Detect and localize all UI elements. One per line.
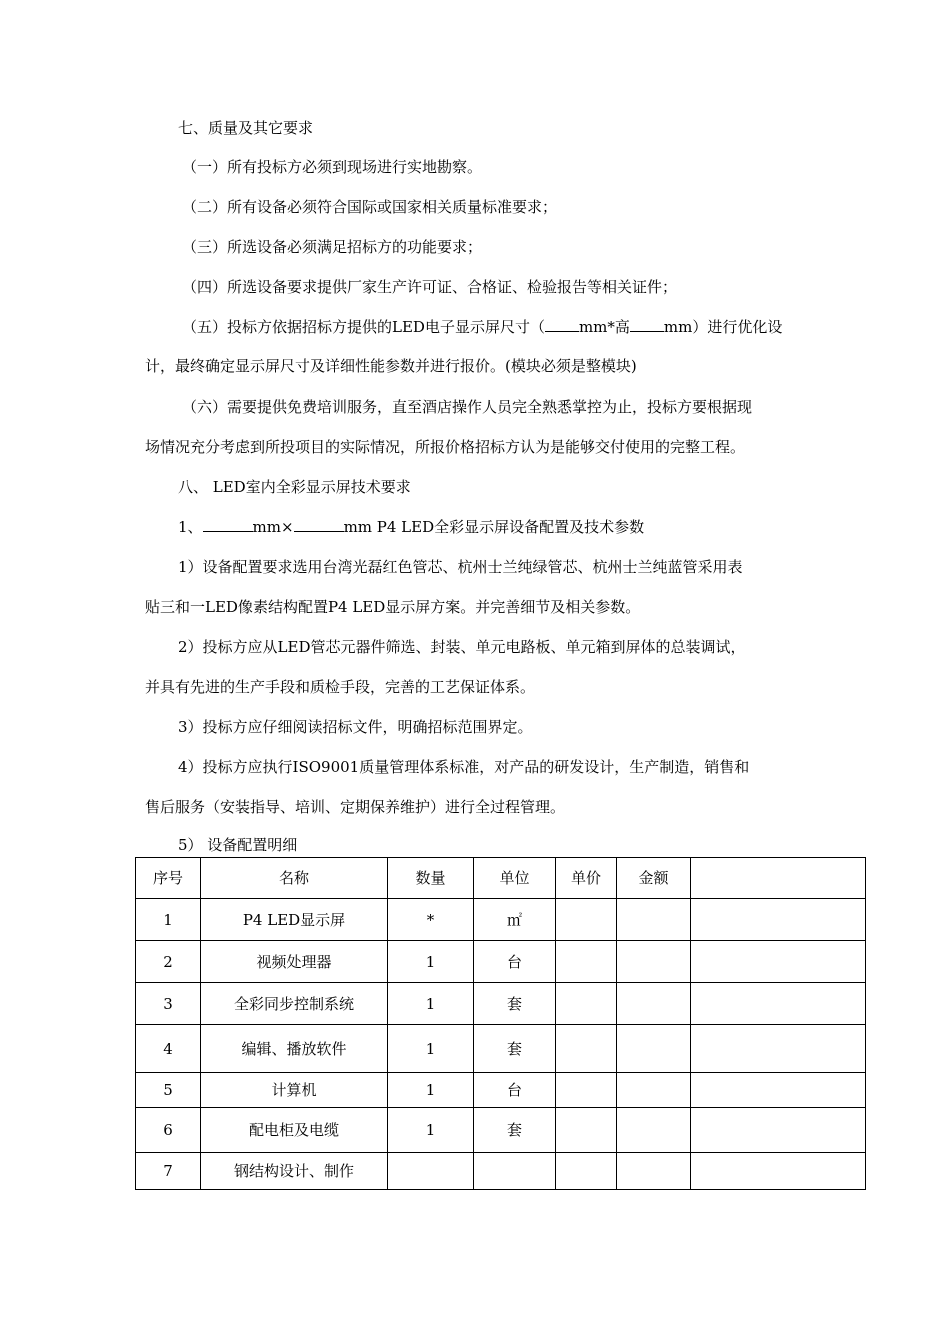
cell-amount	[617, 1073, 691, 1108]
cell-unit-price	[556, 899, 617, 941]
cell-amount	[617, 941, 691, 983]
cell-index: 6	[136, 1108, 201, 1153]
equipment-config-table	[135, 857, 866, 1190]
section8-p1-line2: 贴三和一LED像素结构配置P4 LED显示屏方案。并完善细节及相关参数。	[145, 598, 641, 616]
item5-prefix: （五）投标方依据招标方提供的LED电子显示屏尺寸（	[182, 318, 545, 336]
cell-quantity: 1	[388, 941, 474, 983]
table-row	[136, 983, 866, 1025]
section7-item-6-line2: 场情况充分考虑到所投项目的实际情况，所报价格招标方认为是能够交付使用的完整工程。	[145, 438, 746, 456]
cell-name: 钢结构设计、制作	[201, 1153, 388, 1190]
height-blank	[630, 317, 664, 332]
cell-unit: 台	[474, 1073, 556, 1108]
header-amount: 金额	[617, 858, 691, 899]
cell-unit: ㎡	[474, 899, 556, 941]
cell-extra	[691, 1153, 866, 1190]
section7-title: 七、质量及其它要求	[178, 119, 314, 137]
section8-p2-line1: 2）投标方应从LED管芯元器件筛选、封装、单元电路板、单元箱到屏体的总装调试，	[178, 638, 746, 656]
sub1-suffix: mm P4 LED全彩显示屏设备配置及技术参数	[343, 518, 645, 536]
cell-name: P4 LED显示屏	[201, 899, 388, 941]
table-row	[136, 899, 866, 941]
sub1-mid: mm×	[252, 518, 294, 536]
cell-index: 4	[136, 1025, 201, 1073]
cell-index: 2	[136, 941, 201, 983]
section8-p2-line2: 并具有先进的生产手段和质检手段，完善的工艺保证体系。	[145, 678, 536, 696]
cell-quantity: 1	[388, 1025, 474, 1073]
cell-unit-price	[556, 983, 617, 1025]
cell-name: 编辑、播放软件	[201, 1025, 388, 1073]
cell-name: 全彩同步控制系统	[201, 983, 388, 1025]
cell-unit: 台	[474, 941, 556, 983]
cell-extra	[691, 1025, 866, 1073]
section8-p3: 3）投标方应仔细阅读招标文件，明确招标范围界定。	[178, 718, 533, 736]
height-mm-blank	[294, 517, 344, 532]
section7-item-5-line1	[182, 317, 782, 337]
item5-mid1: mm*高	[578, 318, 630, 336]
cell-extra	[691, 1073, 866, 1108]
cell-quantity: 1	[388, 1073, 474, 1108]
cell-name: 视频处理器	[201, 941, 388, 983]
width-mm-blank	[203, 517, 253, 532]
header-unit: 单位	[474, 858, 556, 899]
cell-unit-price	[556, 1073, 617, 1108]
cell-quantity: *	[388, 899, 474, 941]
cell-index: 1	[136, 899, 201, 941]
header-name: 名称	[201, 858, 388, 899]
header-quantity: 数量	[388, 858, 474, 899]
cell-unit-price	[556, 941, 617, 983]
cell-unit: 套	[474, 1108, 556, 1153]
table-row	[136, 1108, 866, 1153]
section7-item-5-line2: 计，最终确定显示屏尺寸及详细性能参数并进行报价。(模块必须是整模块)	[145, 357, 637, 375]
section8-p5: 5） 设备配置明细	[178, 836, 298, 854]
section7-item-2: （二）所有设备必须符合国际或国家相关质量标准要求；	[182, 198, 558, 216]
section8-title: 八、 LED室内全彩显示屏技术要求	[178, 478, 411, 496]
sub1-prefix: 1、	[178, 518, 203, 536]
section8-p1-line1: 1）设备配置要求选用台湾光磊红色管芯、杭州士兰纯绿管芯、杭州士兰纯蓝管采用表	[178, 558, 743, 576]
cell-quantity: 1	[388, 983, 474, 1025]
cell-unit-price	[556, 1108, 617, 1153]
cell-index: 3	[136, 983, 201, 1025]
section7-item-3: （三）所选设备必须满足招标方的功能要求；	[182, 238, 483, 256]
section7-item-4: （四）所选设备要求提供厂家生产许可证、合格证、检验报告等相关证件；	[182, 278, 678, 296]
table-row	[136, 1153, 866, 1190]
cell-amount	[617, 1025, 691, 1073]
header-extra	[691, 858, 866, 899]
cell-unit	[474, 1153, 556, 1190]
cell-index: 7	[136, 1153, 201, 1190]
section8-p4-line2: 售后服务（安装指导、培训、定期保养维护）进行全过程管理。	[145, 798, 566, 816]
section7-item-1: （一）所有投标方必须到现场进行实地勘察。	[182, 158, 483, 176]
header-unit-price: 单价	[556, 858, 617, 899]
table-row	[136, 1025, 866, 1073]
cell-unit-price	[556, 1153, 617, 1190]
cell-extra	[691, 941, 866, 983]
cell-unit-price	[556, 1025, 617, 1073]
cell-unit: 套	[474, 983, 556, 1025]
cell-amount	[617, 1108, 691, 1153]
section8-p4-line1: 4）投标方应执行ISO9001质量管理体系标准，对产品的研发设计，生产制造，销售和	[178, 758, 750, 776]
cell-amount	[617, 899, 691, 941]
cell-name: 配电柜及电缆	[201, 1108, 388, 1153]
table-row	[136, 1073, 866, 1108]
item5-mid2: mm）进行优化设	[663, 318, 783, 336]
table-header-row	[136, 858, 866, 899]
cell-quantity: 1	[388, 1108, 474, 1153]
header-index: 序号	[136, 858, 201, 899]
cell-index: 5	[136, 1073, 201, 1108]
width-blank	[545, 317, 579, 332]
cell-extra	[691, 1108, 866, 1153]
cell-name: 计算机	[201, 1073, 388, 1108]
cell-extra	[691, 899, 866, 941]
cell-extra	[691, 983, 866, 1025]
cell-amount	[617, 1153, 691, 1190]
section8-sub1	[178, 517, 644, 537]
cell-amount	[617, 983, 691, 1025]
cell-unit: 套	[474, 1025, 556, 1073]
cell-quantity	[388, 1153, 474, 1190]
table-row	[136, 941, 866, 983]
section7-item-6-line1: （六）需要提供免费培训服务，直至酒店操作人员完全熟悉掌控为止，投标方要根据现	[182, 398, 753, 416]
